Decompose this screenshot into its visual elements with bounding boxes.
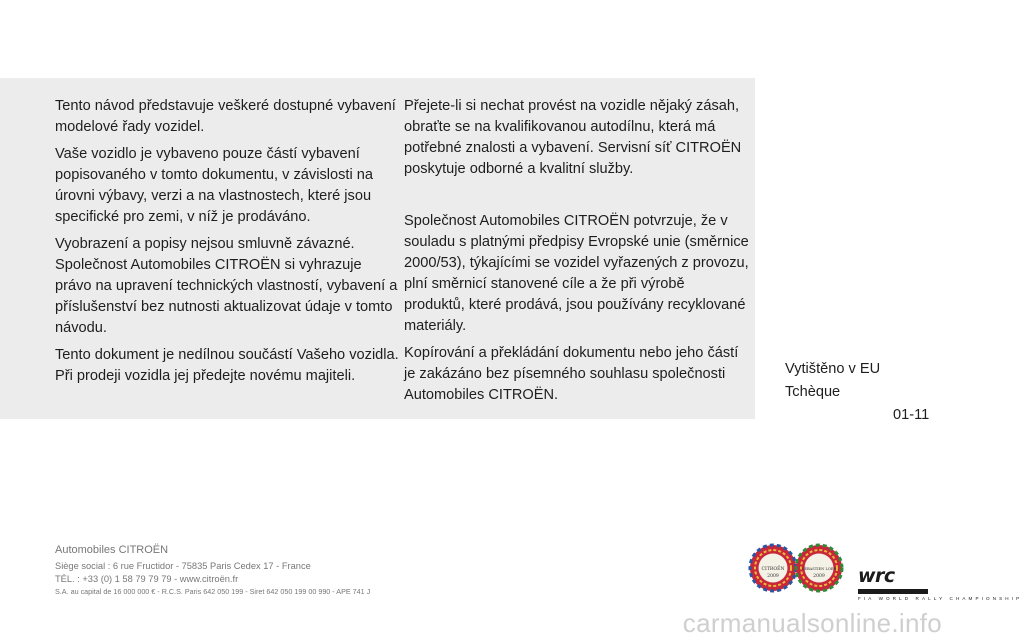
watermark: carmanualsonline.info [682, 608, 942, 638]
right-paragraph-3: Kopírování a překládání dokumentu nebo jeho částí je zakázáno bez písemného souhlasu společnosti Automobiles CITROËN. [404, 345, 739, 403]
document-code: 01-11 [893, 407, 930, 423]
left-paragraph-4: Tento dokument je nedílnou součástí Vašeho vozidla. Při prodeji vozidla jej předejte novému majiteli. [55, 347, 399, 384]
medal-driver-text: SÉBASTIEN LOEB [801, 567, 837, 571]
wrc-tagline: FIA WORLD RALLY CHAMPIONSHIP [858, 596, 1022, 601]
left-paragraph-1: Tento návod představuje veškeré dostupné vybavení modelové řady vozidel. [55, 98, 396, 135]
footer-phone: TÉL. : +33 (0) 1 58 79 79 79 - www.citroën.fr [55, 574, 239, 584]
printed-in-label: Vytištěno v EU [785, 361, 881, 377]
footer-company-info [55, 544, 370, 597]
medal-brand-text: CITROËN [761, 567, 785, 572]
championship-medal-icon [748, 541, 798, 595]
footer-legal: S.A. au capital de 16 000 000 € - R.C.S. Paris 642 050 199 - Siret 642 050 199 00 990 - APE 741 J [55, 587, 371, 596]
language-label: Tchèque [785, 384, 841, 400]
left-paragraph-2: Vaše vozidlo je vybaveno pouze částí vybavení popisovaného v tomto dokumentu, v závislosti na úrovni výbavy, verzi a na vlastnostech, které jsou specifické pro zemi, v níž je prodáváno. [55, 146, 373, 225]
right-paragraph-2: Společnost Automobiles CITROËN potvrzuje, že v souladu s platnými předpisy Evropské unie (směrnice 2000/53), týkajícími se vozidel vyřazených z provozu, plní směrnicí stanovené cíle a že při výrobě produktů, které prodává, jsou používány recyklované materiály. [404, 213, 749, 334]
footer-company-name: Automobiles CITROËN [55, 544, 169, 556]
medal-driver-year-text: 2009 [813, 574, 825, 579]
wrc-logo-bar [858, 589, 928, 594]
right-paragraph-1: Přejete-li si nechat provést na vozidle nějaký zásah, obraťte se na kvalifikovanou autodílnu, která má potřebné znalosti a vybavení. Servisní síť CITROËN poskytuje odborné a kvalitní služby. [404, 98, 742, 177]
footer-address: Siège social : 6 rue Fructidor - 75835 Paris Cedex 17 - France [55, 561, 311, 571]
right-column [404, 96, 749, 412]
wrc-logo [858, 565, 1022, 605]
wrc-logo-text: wrc [858, 565, 895, 587]
champion-driver-medal-icon [794, 541, 844, 595]
left-paragraph-3: Vyobrazení a popisy nejsou smluvně závazné. Společnost Automobiles CITROËN si vyhrazuje právo na upravení technických vlastností, vybavení a příslušenství bez nutnosti aktualizovat údaje v tomto návodu. [55, 236, 398, 336]
medal-year-text: 2009 [767, 574, 779, 579]
left-column [55, 96, 400, 393]
